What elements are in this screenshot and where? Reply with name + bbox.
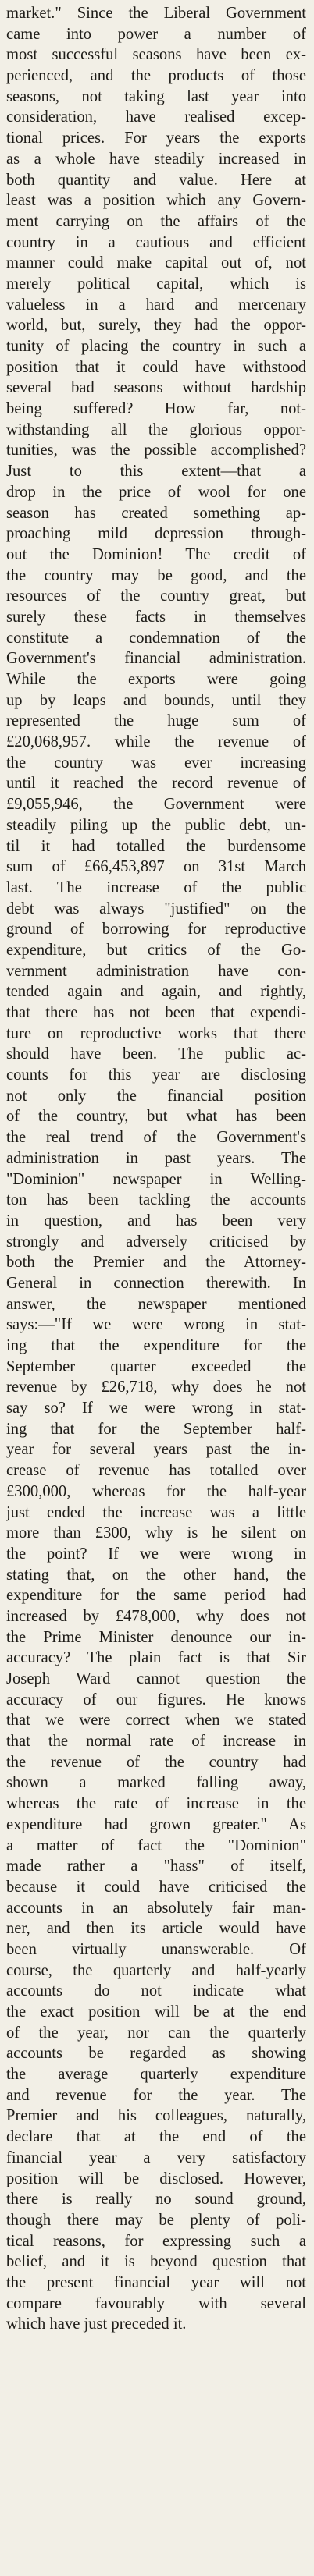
article-text-line: debt was always "justified" on the: [6, 899, 306, 917]
article-text-line: ground of borrowing for reproductive: [6, 921, 306, 939]
article-text-line: least was a position which any Govern-: [6, 192, 306, 210]
article-text-line: accuracy of our figures. He knows: [6, 1691, 306, 1708]
article-text-line: the revenue of the country had: [6, 1753, 306, 1771]
article-text-line: that we were correct when we stated: [6, 1712, 306, 1730]
article-text-line: tional prices. For years the exports: [6, 130, 306, 147]
article-text-line: stating that, on the other hand, the: [6, 1566, 306, 1584]
article-column: [6, 3, 306, 2335]
article-text-line: merely political capital, which is: [6, 275, 306, 293]
article-text-line: accounts do not indicate what: [6, 1982, 306, 2000]
article-text-line: shown a marked falling away,: [6, 1774, 306, 1792]
article-text-line: the exact position will be at the end: [6, 2003, 306, 2021]
article-text-line: several bad seasons without hardship: [6, 379, 306, 397]
article-text-line: in question, and has been very: [6, 1212, 306, 1229]
article-text-line: strongly and adversely criticised by: [6, 1233, 306, 1251]
article-text-line: the country may be good, and the: [6, 566, 306, 584]
article-text-line: tunities, was the possible accomplished?: [6, 442, 306, 459]
article-text-line: surely these facts in themselves: [6, 608, 306, 626]
article-text-line: expenditure had grown greater." As: [6, 1815, 306, 1833]
article-text-line: season has created something ap-: [6, 504, 306, 522]
article-text-line: £9,055,946, the Government were: [6, 796, 306, 814]
article-text-line: General in connection therewith. In: [6, 1274, 306, 1292]
article-text-line: vernment administration have con-: [6, 962, 306, 980]
article-text-line: tended again and again, and rightly,: [6, 983, 306, 1001]
article-text-line: proaching mild depression through-: [6, 525, 306, 543]
article-text-line: £300,000, whereas for the half-year: [6, 1482, 306, 1500]
article-text-line: ner, and then its article would have: [6, 1920, 306, 1938]
article-text-line: both the Premier and the Attorney-: [6, 1254, 306, 1272]
article-text-line: world, but, surely, they had the oppor-: [6, 317, 306, 335]
article-text-line: until it reached the record revenue of: [6, 775, 306, 793]
article-text-line: £20,068,957. while the revenue of: [6, 733, 306, 751]
article-text-line: position will be disclosed. However,: [6, 2170, 306, 2187]
article-text-line: September quarter exceeded the: [6, 1357, 306, 1375]
article-text-line: both quantity and value. Here at: [6, 171, 306, 189]
article-text-line: though there may be plenty of poli-: [6, 2211, 306, 2229]
article-text-line: the average quarterly expenditure: [6, 2066, 306, 2084]
article-text-line: being suffered? How far, not-: [6, 400, 306, 418]
article-text-line: last. The increase of the public: [6, 878, 306, 896]
article-text-line: Government's financial administration.: [6, 650, 306, 668]
article-text-line: just ended the increase was a little: [6, 1503, 306, 1521]
article-text-line: of the country, but what has been: [6, 1108, 306, 1126]
article-text-line: manner could make capital out of, not: [6, 254, 306, 272]
article-text-line: compare favourably with several: [6, 2294, 306, 2312]
article-text-line: constitute a condemnation of the: [6, 629, 306, 647]
article-text-line: Just to this extent—that a: [6, 463, 306, 481]
article-text-line: valueless in a hard and mercenary: [6, 296, 306, 314]
article-text-line: perienced, and the products of those: [6, 67, 306, 85]
article-text-line: the Prime Minister denounce our in-: [6, 1628, 306, 1646]
article-text-line: "Dominion" newspaper in Welling-: [6, 1170, 306, 1188]
article-text-line: of the year, nor can the quarterly: [6, 2024, 306, 2042]
article-text-line: not only the financial position: [6, 1087, 306, 1105]
article-text-line: there is really no sound ground,: [6, 2191, 306, 2209]
article-text-line: accounts be regarded as showing: [6, 2045, 306, 2063]
article-text-line: sum of £66,453,897 on 31st March: [6, 858, 306, 876]
article-text-line: declare that at the end of the: [6, 2128, 306, 2146]
article-text-line: been virtually unanswerable. Of: [6, 1940, 306, 1958]
article-text-line: most successful seasons have been ex-: [6, 46, 306, 64]
article-text-line: out the Dominion! The credit of: [6, 545, 306, 563]
article-text-line: because it could have criticised the: [6, 1878, 306, 1896]
article-text-line: steadily piling up the public debt, un-: [6, 816, 306, 834]
article-text-line: Premier and his colleagues, naturally,: [6, 2107, 306, 2125]
article-text-line: made rather a "hass" of itself,: [6, 1857, 306, 1875]
article-text-line: belief, and it is beyond question that: [6, 2253, 306, 2271]
article-text-line: While the exports were going: [6, 671, 306, 688]
article-text-line: the point? If we were wrong in: [6, 1545, 306, 1563]
article-text-line: year for several years past the in-: [6, 1441, 306, 1459]
article-text-line: the real trend of the Government's: [6, 1129, 306, 1147]
article-text-line: ton has been tackling the accounts: [6, 1191, 306, 1209]
article-text-line: represented the huge sum of: [6, 712, 306, 730]
article-text-line: whereas the rate of increase in the: [6, 1795, 306, 1813]
article-text-line: tunity of placing the country in such a: [6, 338, 306, 355]
article-text-line: that there has not been that expendi-: [6, 1004, 306, 1021]
article-text-line: ture on reproductive works that there: [6, 1024, 306, 1042]
article-text-line: expenditure, but critics of the Go-: [6, 941, 306, 959]
article-text-line: counts for this year are disclosing: [6, 1066, 306, 1084]
article-text-line: withstanding all the glorious oppor-: [6, 420, 306, 438]
article-text-line: drop in the price of wool for one: [6, 483, 306, 501]
article-text-line: seasons, not taking last year into: [6, 87, 306, 105]
article-text-line: revenue by £26,718, why does he not: [6, 1378, 306, 1396]
article-text-line: should have been. The public ac-: [6, 1045, 306, 1063]
article-text-line: up by leaps and bounds, until they: [6, 691, 306, 709]
article-text-line: and revenue for the year. The: [6, 2086, 306, 2104]
article-text-line: expenditure for the same period had: [6, 1587, 306, 1605]
article-text-line: came into power a number of: [6, 25, 306, 43]
article-text-line: more than £300, why is he silent on: [6, 1524, 306, 1542]
article-text-line: which have just preceded it.: [6, 2315, 187, 2333]
article-text-line: ing that for the September half-: [6, 1420, 306, 1438]
article-text-line: crease of revenue has totalled over: [6, 1462, 306, 1480]
article-text-line: ing that the expenditure for the: [6, 1337, 306, 1354]
article-text-line: market." Since the Liberal Government: [6, 5, 306, 22]
article-text-line: as a whole have steadily increased in: [6, 150, 306, 168]
article-text-line: answer, the newspaper mentioned: [6, 1295, 306, 1313]
article-text-line: administration in past years. The: [6, 1149, 306, 1167]
article-text-line: say so? If we were wrong in stat-: [6, 1400, 306, 1418]
article-text-line: ment carrying on the affairs of the: [6, 212, 306, 230]
article-text-line: til it had totalled the burdensome: [6, 837, 306, 855]
article-text-line: the country was ever increasing: [6, 754, 306, 772]
article-text-line: consideration, have realised excep-: [6, 108, 306, 126]
article-text-line: Joseph Ward cannot question the: [6, 1670, 306, 1687]
article-text-line: increased by £478,000, why does not: [6, 1607, 306, 1625]
article-text-line: a matter of fact the "Dominion": [6, 1836, 306, 1854]
article-text-line: tical reasons, for expressing such a: [6, 2232, 306, 2250]
article-text-line: resources of the country great, but: [6, 587, 306, 605]
article-text-line: financial year a very satisfactory: [6, 2148, 306, 2166]
article-text-line: the present financial year will not: [6, 2273, 306, 2291]
article-text-line: course, the quarterly and half-yearly: [6, 1961, 306, 1979]
article-text-line: says:—"If we were wrong in stat-: [6, 1316, 306, 1334]
article-text-line: position that it could have withstood: [6, 358, 306, 376]
article-text-line: that the normal rate of increase in: [6, 1733, 306, 1751]
article-text-line: accuracy? The plain fact is that Sir: [6, 1649, 306, 1667]
article-text-line: accounts in an absolutely fair man-: [6, 1899, 306, 1917]
article-text-line: country in a cautious and efficient: [6, 233, 306, 251]
